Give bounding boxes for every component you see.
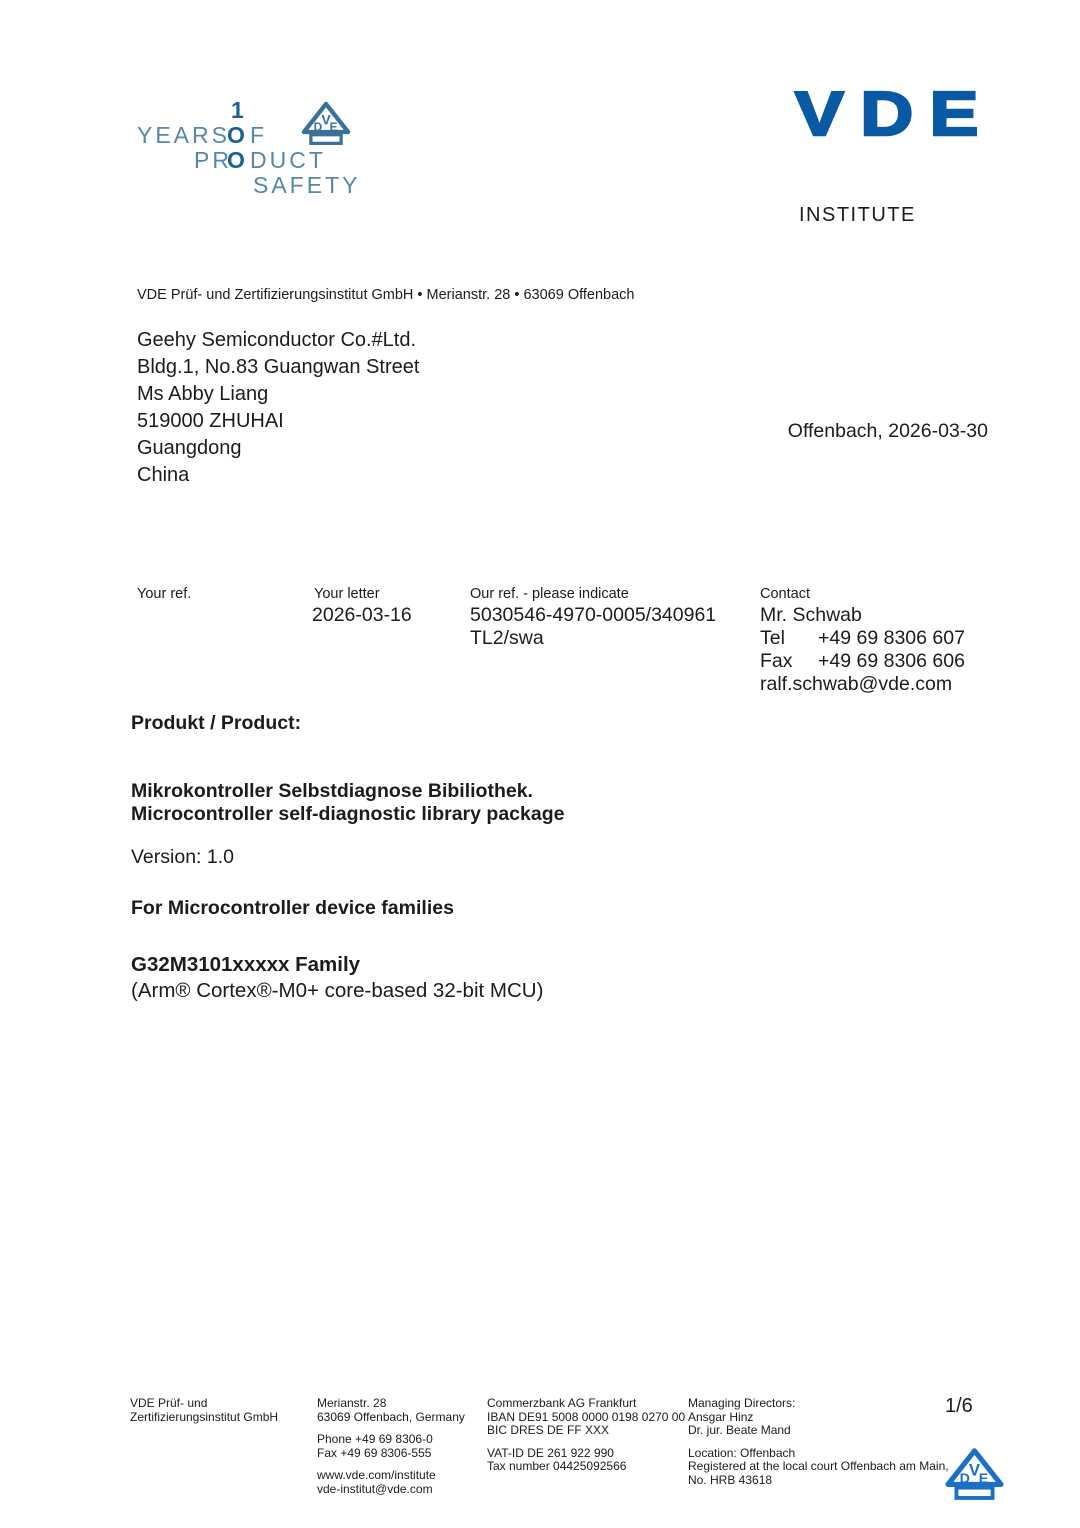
footer-company-line: VDE Prüf- und — [130, 1396, 208, 1410]
footer-fax: Fax +49 69 8306-555 — [317, 1445, 432, 1460]
footer-director: Dr. jur. Beate Mand — [688, 1423, 791, 1438]
anniversary-of: F — [250, 122, 268, 148]
product-version: Version: 1.0 — [131, 846, 234, 868]
vde-triangle-icon — [299, 99, 353, 151]
anniversary-digit-0b: O — [227, 147, 245, 173]
footer-bic: BIC DRES DE FF XXX — [487, 1423, 610, 1438]
page-number: 1/6 — [945, 1395, 973, 1417]
contact-email: ralf.schwab@vde.com — [760, 673, 953, 695]
recipient-city: 519000 ZHUHAI — [137, 410, 284, 432]
recipient-address — [137, 327, 419, 489]
families-heading: For Microcontroller device families — [131, 897, 454, 919]
anniversary-safety: SAFETY — [253, 172, 361, 198]
footer-court: Registered at the local court Offenbach am Main, — [688, 1459, 949, 1474]
recipient-company: Geehy Semiconductor Co.#Ltd. — [137, 329, 417, 351]
svg-text:V: V — [968, 1460, 981, 1480]
recipient-province: Guangdong — [137, 437, 242, 459]
fax-label: Fax — [760, 650, 793, 672]
footer-company-col — [130, 1397, 278, 1433]
your-ref-label: Your ref. — [137, 586, 192, 602]
our-ref-number: 5030546-4970-0005/340961 — [470, 604, 717, 626]
dateline: Offenbach, 2026-03-30 — [787, 420, 988, 442]
fax-value: +49 69 8306 606 — [818, 650, 965, 672]
footer-iban: IBAN DE91 5008 0000 0198 0270 00 — [487, 1409, 686, 1424]
anniversary-digit-1: 1 — [231, 97, 244, 123]
footer-location: Location: Offenbach — [688, 1445, 796, 1460]
product-heading: Produkt / Product: — [131, 712, 302, 734]
footer-bank-col — [487, 1397, 685, 1483]
anniversary-product-rest: DUCT — [250, 147, 326, 173]
product-name-de: Mikrokontroller Selbstdiagnose Bibiliothek. — [131, 780, 533, 802]
footer-hrb: No. HRB 43618 — [688, 1472, 773, 1487]
footer-phone: Phone +49 69 8306-0 — [317, 1432, 433, 1447]
vde-logo: VDE — [795, 80, 995, 149]
family-name: G32M3101xxxxx Family — [131, 953, 361, 976]
footer-director: Ansgar Hinz — [688, 1409, 754, 1424]
contact-fax-row — [760, 650, 965, 673]
recipient-street: Bldg.1, No.83 Guangwan Street — [137, 356, 420, 378]
our-ref-code: TL2/swa — [470, 627, 544, 649]
footer-company-line: Zertifizierungsinstitut GmbH — [130, 1409, 279, 1424]
tel-value: +49 69 8306 607 — [818, 627, 965, 649]
anniversary-logo — [137, 96, 367, 196]
tel-label: Tel — [760, 627, 785, 649]
footer-vat-id: VAT-ID DE 261 922 990 — [487, 1445, 614, 1460]
svg-text:E: E — [978, 1471, 989, 1488]
family-detail: (Arm® Cortex®-M0+ core-based 32-bit MCU) — [131, 979, 544, 1002]
footer-registry-col — [688, 1397, 949, 1497]
footer-city: 63069 Offenbach, Germany — [317, 1409, 465, 1424]
anniversary-product-pre: PR — [194, 147, 232, 173]
footer-tax-number: Tax number 04425092566 — [487, 1459, 627, 1474]
recipient-attn: Ms Abby Liang — [137, 383, 269, 405]
vde-triangle-icon — [941, 1445, 1008, 1507]
anniversary-years: YEARS — [137, 122, 230, 148]
svg-text:D: D — [313, 119, 323, 134]
svg-text:V: V — [321, 111, 331, 128]
contact-tel-row — [760, 627, 965, 650]
contact-name: Mr. Schwab — [760, 604, 862, 626]
institute-label: INSTITUTE — [799, 204, 916, 226]
our-ref-value — [470, 604, 716, 650]
contact-block — [760, 604, 965, 696]
svg-text:D: D — [959, 1471, 970, 1488]
product-name-en: Microcontroller self-diagnostic library package — [131, 803, 565, 825]
our-ref-label: Our ref. - please indicate — [470, 586, 629, 602]
anniversary-digit-0a: O — [227, 122, 245, 148]
svg-text:E: E — [329, 119, 338, 134]
footer-website: www.vde.com/institute — [317, 1468, 436, 1483]
footer-directors-label: Managing Directors: — [688, 1396, 796, 1410]
your-letter-value: 2026-03-16 — [312, 604, 412, 626]
recipient-country: China — [137, 464, 190, 486]
sender-line: VDE Prüf- und Zertifizierungsinstitut GmbH • Merianstr. 28 • 63069 Offenbach — [137, 287, 635, 303]
footer-address-col — [317, 1397, 465, 1506]
footer-email: vde-institut@vde.com — [317, 1481, 433, 1496]
footer-street: Merianstr. 28 — [317, 1396, 387, 1410]
contact-label: Contact — [760, 586, 810, 602]
your-letter-label: Your letter — [314, 586, 380, 602]
footer-bank-name: Commerzbank AG Frankfurt — [487, 1396, 637, 1410]
